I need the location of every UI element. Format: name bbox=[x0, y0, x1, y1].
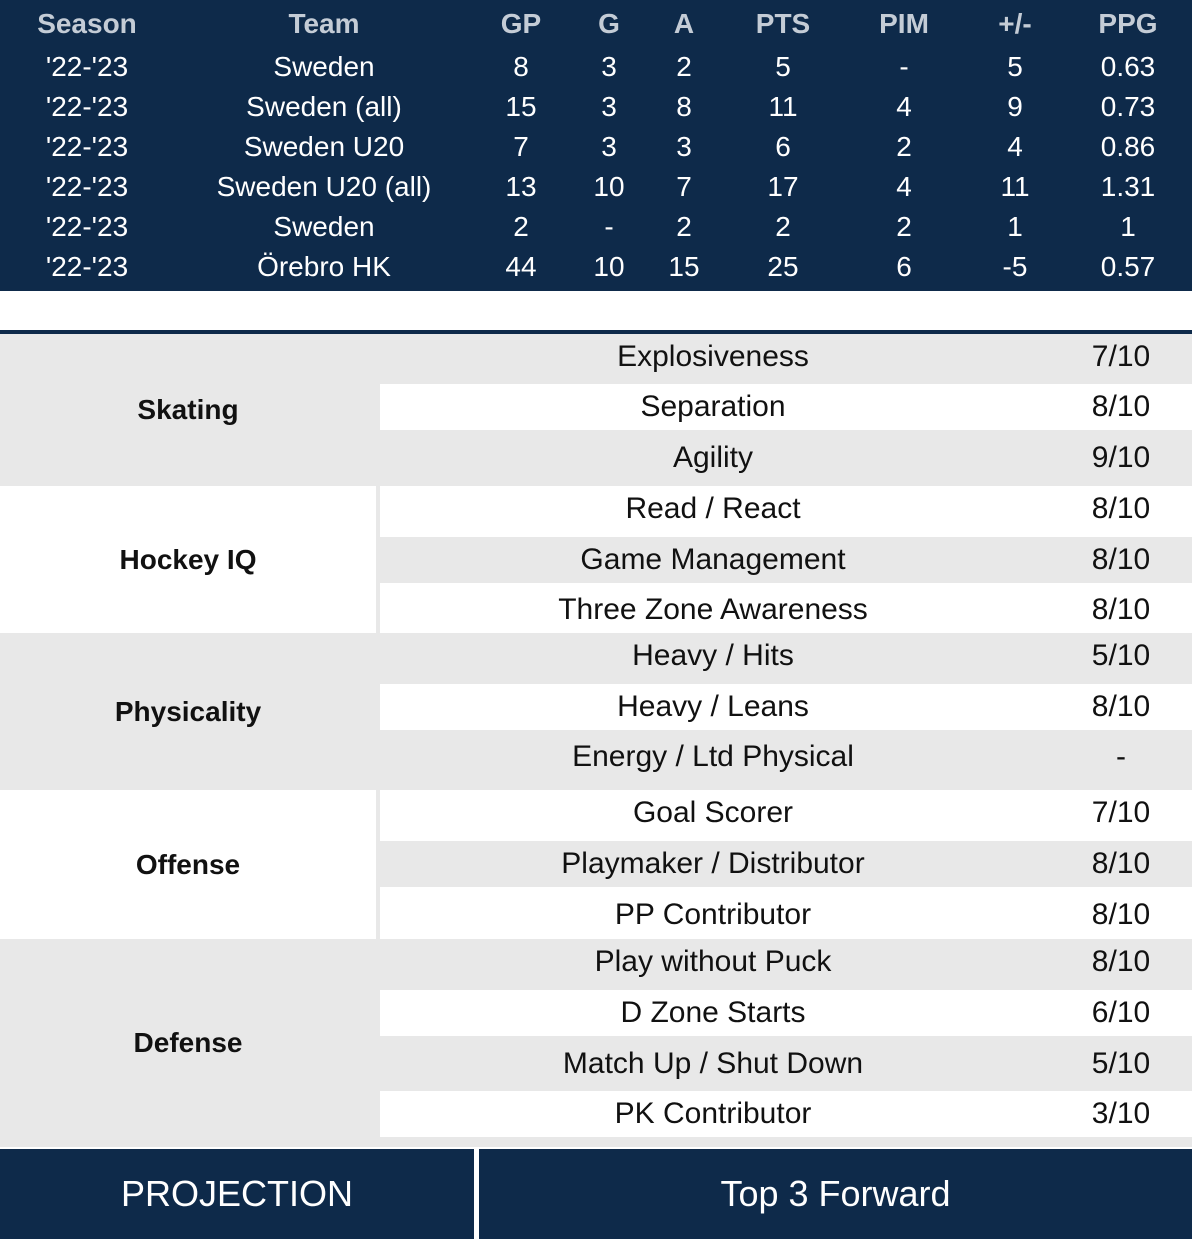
skill-name: Explosiveness bbox=[617, 340, 809, 373]
skill-rating: - bbox=[1116, 740, 1126, 773]
category-label: Skating bbox=[137, 394, 239, 425]
column-separator bbox=[376, 334, 380, 486]
header-ppg: PPG bbox=[1098, 8, 1158, 39]
stats-cell-plus-minus: 4 bbox=[1007, 131, 1023, 162]
skill-row bbox=[380, 939, 1192, 985]
skill-name: Match Up / Shut Down bbox=[562, 1047, 864, 1080]
stats-row bbox=[0, 87, 1192, 127]
category-label: Physicality bbox=[114, 695, 262, 727]
stats-cell-plus-minus: 5 bbox=[1007, 51, 1023, 82]
stats-cell-ppg: 0.63 bbox=[1100, 51, 1156, 82]
skill-name: PP Contributor bbox=[614, 898, 812, 931]
skill-name: PK Contributor bbox=[614, 1097, 812, 1130]
category-label: Hockey IQ bbox=[119, 543, 257, 575]
stats-cell-pim: 2 bbox=[896, 131, 912, 162]
skill-rating: 8/10 bbox=[1091, 543, 1151, 576]
stats-cell-ppg: 0.57 bbox=[1100, 251, 1156, 282]
stats-cell-plus-minus: -5 bbox=[1002, 251, 1028, 282]
skills-grid bbox=[0, 334, 1192, 1147]
column-separator bbox=[376, 939, 380, 1147]
header-gp: GP bbox=[500, 8, 542, 39]
skill-rating: 8/10 bbox=[1091, 690, 1151, 723]
skill-rating: 3/10 bbox=[1091, 1097, 1151, 1130]
skill-row bbox=[380, 734, 1192, 780]
stats-cell-pim: - bbox=[899, 51, 909, 82]
stats-header-row bbox=[0, 2, 1192, 46]
stats-cell-a: 2 bbox=[676, 51, 692, 82]
stats-cell-pts: 17 bbox=[767, 171, 799, 202]
skill-row bbox=[380, 684, 1192, 730]
stats-cell-plus-minus: 9 bbox=[1007, 91, 1023, 122]
skill-row bbox=[380, 892, 1192, 938]
stats-cell-team: Sweden (all) bbox=[246, 91, 402, 122]
stats-cell-pim: 4 bbox=[896, 171, 912, 202]
stats-cell-gp: 44 bbox=[505, 251, 537, 282]
skill-rating: 7/10 bbox=[1091, 340, 1151, 373]
skill-rating: 8/10 bbox=[1091, 898, 1151, 931]
skill-rating: 8/10 bbox=[1091, 492, 1151, 525]
header-pts: PTS bbox=[755, 8, 811, 39]
skill-row bbox=[380, 334, 1192, 380]
projection-label: PROJECTION bbox=[0, 1149, 474, 1239]
stats-row bbox=[0, 167, 1192, 207]
skill-name: Play without Puck bbox=[594, 945, 832, 978]
skill-name: Three Zone Awareness bbox=[558, 593, 868, 626]
category-label: Offense bbox=[135, 848, 241, 880]
stats-cell-plus-minus: 11 bbox=[1000, 171, 1030, 202]
skill-row bbox=[380, 537, 1192, 583]
stats-cell-pim: 4 bbox=[896, 91, 912, 122]
header-team: Team bbox=[288, 8, 360, 39]
stats-row bbox=[0, 127, 1192, 167]
skill-rating: 9/10 bbox=[1091, 441, 1151, 474]
skill-row bbox=[380, 633, 1192, 679]
stats-cell-ppg: 0.73 bbox=[1100, 91, 1156, 122]
stats-cell-season: '22-'23 bbox=[45, 131, 129, 162]
stats-cell-team: Örebro HK bbox=[257, 251, 391, 282]
stats-cell-season: '22-'23 bbox=[45, 211, 129, 242]
skill-category-offense bbox=[0, 790, 1192, 939]
stats-cell-a: 7 bbox=[676, 171, 692, 202]
stats-cell-gp: 15 bbox=[505, 91, 537, 122]
skill-row bbox=[380, 1091, 1192, 1137]
stats-cell-team: Sweden U20 (all) bbox=[216, 171, 432, 202]
skill-name: Goal Scorer bbox=[632, 796, 794, 829]
column-separator bbox=[376, 486, 380, 633]
stats-cell-season: '22-'23 bbox=[45, 251, 129, 282]
skill-name: Game Management bbox=[580, 543, 846, 576]
skill-category-physicality bbox=[0, 633, 1192, 790]
stats-cell-team: Sweden U20 bbox=[243, 131, 405, 162]
stats-cell-ppg: 1.31 bbox=[1100, 171, 1156, 202]
skill-name: Heavy / Leans bbox=[617, 690, 809, 723]
skill-row bbox=[380, 384, 1192, 430]
stats-cell-ppg: 0.86 bbox=[1100, 131, 1156, 162]
skill-row bbox=[380, 435, 1192, 481]
skill-row bbox=[380, 1041, 1192, 1087]
stats-cell-team: Sweden bbox=[273, 51, 375, 82]
stats-cell-pts: 2 bbox=[775, 211, 791, 242]
skill-category-defense bbox=[0, 939, 1192, 1147]
skill-name: Agility bbox=[672, 441, 754, 474]
header-season: Season bbox=[37, 8, 137, 39]
skill-row bbox=[380, 841, 1192, 887]
stats-cell-pim: 2 bbox=[896, 211, 912, 242]
skill-name: Separation bbox=[640, 390, 786, 423]
skill-rating: 8/10 bbox=[1091, 593, 1151, 626]
stats-cell-a: 8 bbox=[676, 91, 692, 122]
skill-row bbox=[380, 587, 1192, 633]
skill-name: Heavy / Hits bbox=[632, 639, 794, 672]
skill-row bbox=[380, 990, 1192, 1036]
stats-cell-a: 15 bbox=[668, 251, 700, 282]
skill-rating: 5/10 bbox=[1091, 1047, 1151, 1080]
stats-cell-gp: 8 bbox=[513, 51, 529, 82]
skill-name: D Zone Starts bbox=[620, 996, 806, 1029]
stats-cell-gp: 13 bbox=[505, 171, 537, 202]
skill-category-skating bbox=[0, 334, 1192, 486]
stats-cell-season: '22-'23 bbox=[45, 51, 129, 82]
stats-row bbox=[0, 207, 1192, 247]
skill-rating: 8/10 bbox=[1091, 847, 1151, 880]
skill-name: Playmaker / Distributor bbox=[561, 847, 865, 880]
column-separator bbox=[376, 790, 380, 939]
projection-bar bbox=[0, 1149, 1192, 1239]
skill-row bbox=[380, 486, 1192, 532]
header-pim: PIM bbox=[879, 8, 929, 39]
header-g: G bbox=[598, 8, 620, 39]
category-label: Defense bbox=[133, 1027, 243, 1058]
stats-cell-a: 3 bbox=[676, 131, 692, 162]
stats-cell-g: 10 bbox=[593, 171, 625, 202]
stats-cell-season: '22-'23 bbox=[45, 171, 129, 202]
stats-cell-pim: 6 bbox=[896, 251, 912, 282]
stats-cell-gp: 2 bbox=[513, 211, 529, 242]
skill-rating: 8/10 bbox=[1091, 390, 1151, 423]
stats-row bbox=[0, 247, 1192, 287]
stats-cell-g: 3 bbox=[601, 91, 617, 122]
stats-cell-plus-minus: 1 bbox=[1007, 211, 1023, 242]
stats-cell-g: 3 bbox=[601, 131, 617, 162]
stats-cell-ppg: 1 bbox=[1120, 211, 1136, 242]
column-separator bbox=[376, 633, 380, 790]
stats-cell-season: '22-'23 bbox=[45, 91, 129, 122]
stats-cell-pts: 11 bbox=[768, 91, 798, 122]
skill-name: Read / React bbox=[625, 492, 801, 525]
stats-cell-pts: 5 bbox=[775, 51, 791, 82]
projection-value: Top 3 Forward bbox=[479, 1149, 1192, 1239]
skill-row bbox=[380, 790, 1192, 836]
skill-category-hockey-iq bbox=[0, 486, 1192, 633]
skill-rating: 7/10 bbox=[1091, 796, 1151, 829]
stats-cell-gp: 7 bbox=[513, 131, 529, 162]
stats-row bbox=[0, 47, 1192, 87]
stats-cell-pts: 6 bbox=[775, 131, 791, 162]
skill-rating: 8/10 bbox=[1091, 945, 1151, 978]
skill-name: Energy / Ltd Physical bbox=[572, 740, 854, 773]
skill-rating: 5/10 bbox=[1091, 639, 1151, 672]
stats-cell-g: 10 bbox=[593, 251, 625, 282]
stats-cell-pts: 25 bbox=[767, 251, 799, 282]
stats-cell-g: 3 bbox=[601, 51, 617, 82]
skill-rating: 6/10 bbox=[1091, 996, 1151, 1029]
stats-cell-team: Sweden bbox=[273, 211, 375, 242]
header-a: A bbox=[673, 8, 695, 39]
stats-table bbox=[0, 0, 1192, 291]
header-plus-minus: +/- bbox=[998, 8, 1032, 39]
stats-cell-a: 2 bbox=[676, 211, 692, 242]
stats-cell-g: - bbox=[604, 211, 614, 242]
